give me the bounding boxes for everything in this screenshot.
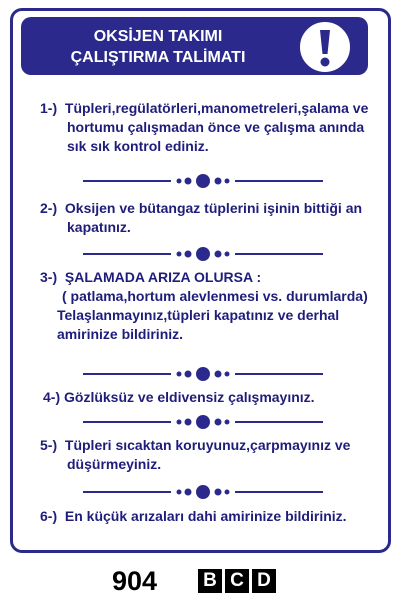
item-number: 3-) [40,269,58,285]
instruction-item-2 [40,199,362,237]
brand-logo-letter: B [198,569,222,593]
item-number: 2-) [40,200,58,216]
item-line: En küçük arızaları dahi amirinize bildiriniz. [64,508,347,524]
item-line: ŞALAMADA ARIZA OLURSA : [64,269,262,285]
item-line: Gözlüksüz ve eldivensiz çalışmayınız. [64,389,315,405]
item-line: sık sık kontrol ediniz. [67,138,209,154]
sign-header [21,17,368,75]
item-line: ( patlama,hortum alevlenmesi vs. durumlarda) [62,288,368,304]
divider-ornament [83,485,323,499]
item-number: 4-) [43,389,61,405]
item-number: 6-) [40,508,58,524]
item-line: Oksijen ve bütangaz tüplerini işinin bittiği an [64,200,363,216]
brand-logo-letter: C [225,569,249,593]
sign-title [33,26,283,68]
divider-ornament [83,415,323,429]
divider-ornament [83,247,323,261]
item-line: Tüpleri,regülatörleri,manometreleri,şalama ve [64,100,369,116]
item-line: amirinize bildiriniz. [57,326,184,342]
instruction-item-4 [43,388,315,407]
instruction-item-6 [40,507,347,526]
title-line-2: ÇALIŞTIRMA TALİMATI [70,49,246,66]
divider-ornament [83,174,323,188]
instruction-item-1 [40,99,368,156]
item-number: 1-) [40,100,58,116]
item-line: Tüpleri sıcaktan koruyunuz,çarpmayınız ve [64,437,351,453]
instruction-item-5 [40,436,350,474]
product-code: 904 [112,566,158,596]
instruction-item-3 [40,268,368,344]
item-line: Telaşlanmayınız,tüpleri kapatınız ve derhal [57,307,340,323]
instruction-sign [10,8,391,553]
exclamation-icon [297,19,353,75]
item-line: kapatınız. [67,219,131,235]
brand-logo-letter: D [252,569,276,593]
item-line: düşürmeyiniz. [67,456,162,472]
divider-ornament [83,367,323,381]
title-line-1: OKSİJEN TAKIMI [93,28,223,45]
item-line: hortumu çalışmadan önce ve çalışma anında [67,119,365,135]
item-number: 5-) [40,437,58,453]
